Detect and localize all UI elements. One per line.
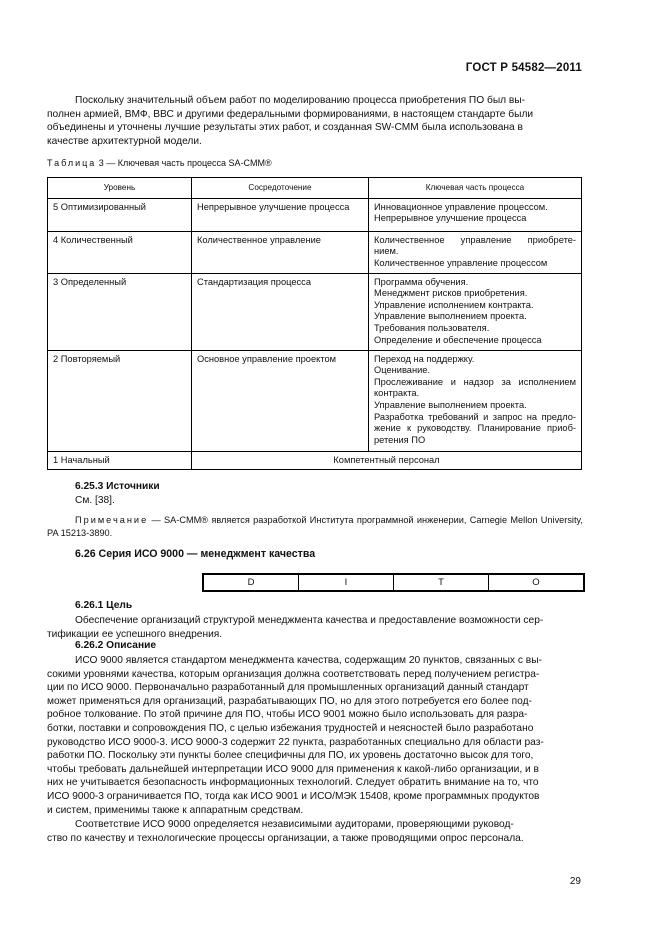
cell-level: 2 Повторяемый (48, 350, 192, 451)
kpa-line: Переход на поддержку. (374, 353, 475, 364)
kpa-line: Программа обучения. (374, 276, 469, 287)
kpa-line: Менеджмент рисков приобретения. (374, 288, 528, 299)
section-heading: 6.25.3 Источники (75, 481, 160, 492)
note-text: — SA-CMM® является разработкой Института программной инженерии, Carnegie Mellon University, PA 15213-3890. (47, 515, 583, 538)
cell-merged: Компетентный персонал (192, 451, 582, 470)
note-paragraph (47, 514, 583, 539)
note-label: Примечание (75, 515, 149, 525)
text-line: работки ПО. Поскольку эти пункты более специфичны для ПО, их уровень достаточно высок для того, (47, 750, 534, 762)
page-number: 29 (569, 876, 581, 887)
section-heading: 6.26.2 Описание (75, 640, 157, 651)
cell-focus: Стандартизация процесса (192, 273, 369, 350)
kpa-line: Управление исполнением контракта. (374, 299, 534, 310)
text-line: сокими уровнями качества, которым организация должна соответствовать перед получением регистра- (47, 668, 540, 680)
description-paragraph-2 (47, 818, 583, 845)
text-line: ИСО 9000 является стандартом менеджмента качества, содержащим 20 пунктов, связанных с вы- (75, 655, 542, 666)
kpa-line: Непрерывное улучшение процесса (374, 213, 527, 224)
section-heading: 6.26 Серия ИСО 9000 — менеджмент качества (75, 548, 316, 560)
text-line: них не учитывается безопасность информационных технологий. Следует обратить внимание на то, что (47, 777, 539, 789)
dito-cell-o: O (488, 575, 583, 590)
table-row (48, 451, 582, 470)
kpa-line: Оценивание. (374, 365, 431, 376)
text-line: может применяться для организаций, разрабатывающих ПО, но для этого потребуется его более под- (47, 695, 532, 707)
section-heading: 6.26.1 Цель (75, 600, 133, 611)
text-line: полнен армией, ВМФ, ВВС и другими федеральными формированиями, в настоящем стандарте были (47, 108, 534, 120)
text-line: тификации ее успешного внедрения. (47, 628, 223, 640)
text-line: Соответствие ИСО 9000 определяется независимыми аудиторами, проверяющими руковод- (75, 819, 514, 830)
kpa-line: нием. (374, 246, 399, 257)
table-caption-label: Таблица (47, 158, 97, 168)
text-line: чтобы требовать дальнейшей интерпретации ИСО 9000 для применения к какой-либо организации, и в (47, 763, 539, 775)
table-row (48, 231, 582, 273)
kpa-line: Определение и обеспечение процесса (374, 334, 542, 345)
kpa-line: Управление выполнением проекта. (374, 399, 527, 410)
text-line: ции по ИСО 9000. Первоначально разработанный для промышленных организаций данный стандарт (47, 682, 529, 694)
text-line: Поскольку значительный объем работ по моделированию процесса приобретения ПО был вы- (75, 95, 526, 106)
cell-focus: Основное управление проектом (192, 350, 369, 451)
cell-kpa (369, 198, 582, 231)
column-header-focus: Сосредоточение (192, 178, 369, 199)
kpa-line: жение к руководству. Планирование приоб- (374, 423, 576, 434)
cell-level: 3 Определенный (48, 273, 192, 350)
text-line: качестве архитектурной модели. (47, 135, 202, 147)
dito-cell-i: I (298, 575, 393, 590)
kpa-line: Управление выполнением проекта. (374, 311, 527, 322)
cell-level: 5 Оптимизированный (48, 198, 192, 231)
text-line: Обеспечение организаций структурой менеджмента качества и предоставление возможности сер- (75, 615, 544, 626)
intro-paragraph (47, 94, 583, 148)
text-line: и систем, применимы также к аппаратным средствам. (47, 804, 304, 816)
text-line: ботки, поставки и сопровождения ПО, с целью избежания трудностей и неясностей было разработано (47, 722, 534, 734)
table-row (48, 198, 582, 231)
dito-bar (202, 573, 585, 592)
description-paragraph (47, 654, 583, 817)
section-text: См. [38]. (75, 495, 115, 506)
cell-kpa (369, 231, 582, 273)
kpa-line: Количественное управление приобрете- (374, 234, 576, 245)
text-line: объединены и уточнены лучшие результаты этих работ, и созданная SW-CMM была использована в (47, 122, 523, 134)
cell-kpa (369, 273, 582, 350)
kpa-line: Прослеживание и надзор за исполнением (374, 376, 576, 387)
kpa-line: Количественное управление процессом (374, 257, 548, 268)
dito-cell-d: D (247, 577, 255, 588)
table-caption (47, 158, 272, 168)
table-caption-text: 3 — Ключевая часть процесса SA-CMM® (96, 158, 272, 168)
column-header-kpa: Ключевая часть процесса (369, 178, 582, 199)
table-header-row (48, 178, 582, 199)
column-header-level: Уровень (48, 178, 192, 199)
cell-level: 4 Количественный (48, 231, 192, 273)
kpa-line: Требования пользователя. (374, 322, 490, 333)
sa-cmm-table (47, 177, 582, 470)
kpa-line: Инновационное управление процессом. (374, 201, 548, 212)
table-row (48, 350, 582, 451)
purpose-paragraph (47, 614, 583, 641)
text-line: ИСО 9000-3 ограничивается ПО, тогда как ИСО 9001 и ИСО/МЭК 15408, кроме программных продуктов (47, 790, 540, 802)
standard-header: ГОСТ Р 54582—2011 (465, 62, 582, 74)
text-line: робное толкование. По этой причине для ПО, чтобы ИСО 9001 можно было использовать для разра- (47, 709, 528, 721)
cell-kpa (369, 350, 582, 451)
cell-level: 1 Начальный (48, 451, 192, 470)
text-line: руководство ИСО 9000-3. ИСО 9000-3 содержит 22 пункта, разработанных специально для области раз- (47, 736, 544, 748)
kpa-line: Разработка требований и запрос на предло- (374, 411, 576, 422)
table-row (48, 273, 582, 350)
dito-cell-t: T (393, 575, 488, 590)
text-line: ство по качеству и технологические процессы организации, а также проводящими опрос персонала. (47, 832, 524, 844)
cell-focus: Непрерывное улучшение процесса (192, 198, 369, 231)
cell-focus: Количественное управление (192, 231, 369, 273)
kpa-line: ретения ПО (374, 434, 426, 445)
kpa-line: контракта. (374, 388, 420, 399)
